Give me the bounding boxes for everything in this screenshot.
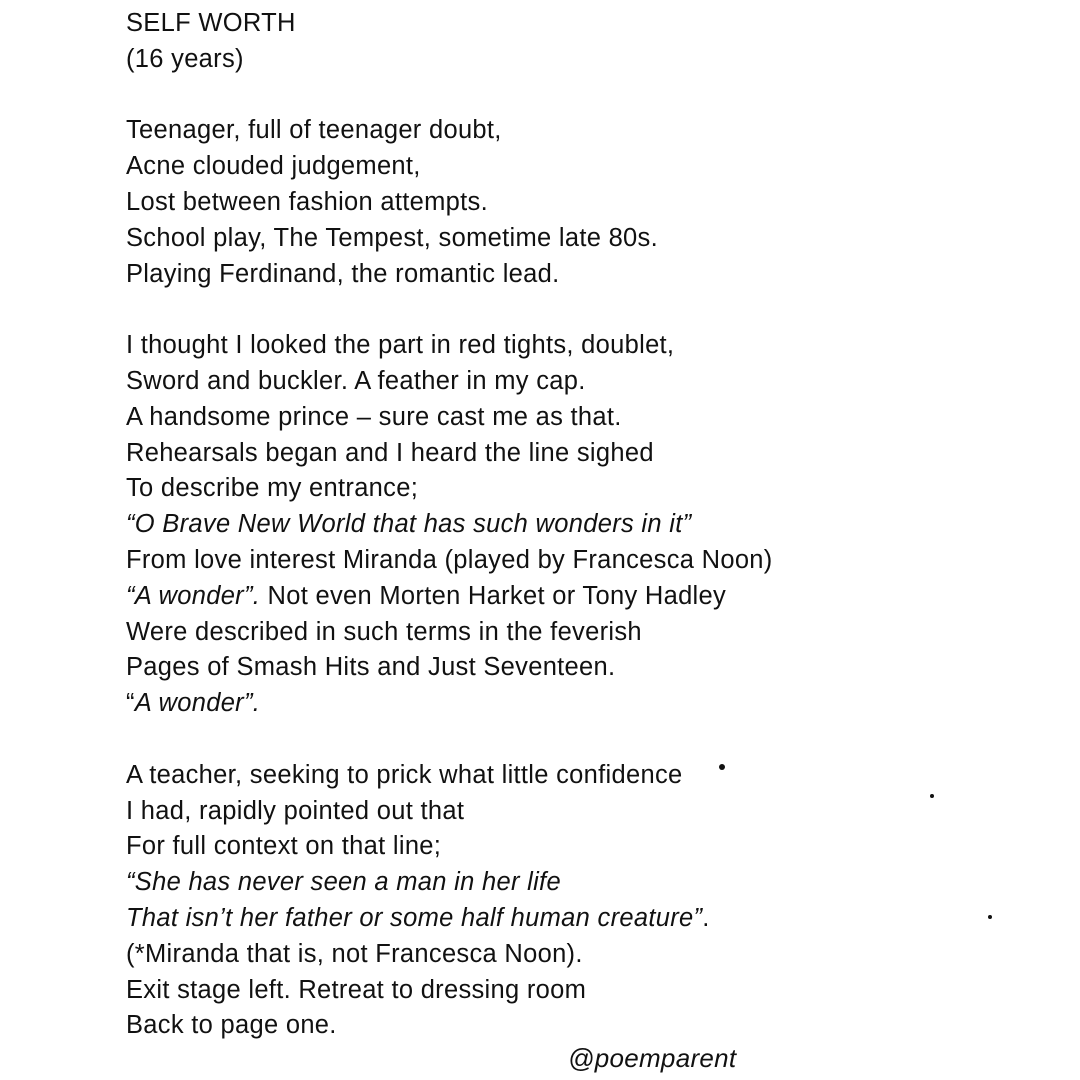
poem-line: From love interest Miranda (played by Francesca Noon) — [126, 545, 773, 574]
poem-line: A handsome prince – sure cast me as that. — [126, 402, 622, 431]
ink-speck — [930, 794, 934, 798]
poem-line: Rehearsals began and I heard the line sighed — [126, 438, 654, 467]
poem-quote-line: “O Brave New World that has such wonders in it” — [126, 510, 692, 539]
poem — [126, 6, 1026, 1044]
poem-line: To describe my entrance; — [126, 474, 419, 503]
poem-line-mixed — [126, 686, 1026, 722]
poem-line: Acne clouded judgement, — [126, 152, 421, 181]
poem-quote-fragment: That isn’t her father or some half human creature” — [126, 903, 703, 932]
poem-line-mixed — [126, 901, 1026, 937]
poem-line: Playing Ferdinand, the romantic lead. — [126, 259, 560, 288]
poem-line-mixed — [126, 579, 1026, 615]
poem-line: For full context on that line; — [126, 832, 442, 861]
blank-line — [126, 78, 1026, 114]
poem-line: Were described in such terms in the feverish — [126, 617, 642, 646]
open-quote-mark: “ — [126, 689, 135, 718]
poem-line: Sword and buckler. A feather in my cap. — [126, 366, 586, 395]
poem-line: Teenager, full of teenager doubt, — [126, 116, 502, 145]
poem-line: Exit stage left. Retreat to dressing room — [126, 975, 587, 1004]
poem-line-fragment: . — [702, 903, 710, 932]
poem-line: Lost between fashion attempts. — [126, 187, 488, 216]
poem-line-fragment: Not even Morten Harket or Tony Hadley — [260, 581, 727, 610]
poem-line: A teacher, seeking to prick what little confidence — [126, 760, 683, 789]
poem-line: School play, The Tempest, sometime late 80s. — [126, 223, 658, 252]
poem-line: Back to page one. — [126, 1011, 337, 1040]
blank-line — [126, 722, 1026, 758]
poem-title: SELF WORTH — [126, 9, 296, 37]
ink-speck — [988, 915, 992, 919]
poem-line: I had, rapidly pointed out that — [126, 796, 465, 825]
poem-quote-fragment: A wonder”. — [134, 689, 261, 718]
poem-line: (*Miranda that is, not Francesca Noon). — [126, 939, 583, 968]
poem-subtitle: (16 years) — [126, 44, 244, 73]
poem-quote-fragment: “A wonder”. — [126, 581, 261, 610]
ink-speck — [719, 764, 725, 770]
author-handle: @poemparent — [568, 1043, 737, 1073]
poem-line: I thought I looked the part in red tights, doublet, — [126, 331, 675, 360]
blank-line — [126, 292, 1026, 328]
poem-quote-line: “She has never seen a man in her life — [126, 868, 561, 897]
poem-line: Pages of Smash Hits and Just Seventeen. — [126, 653, 616, 682]
